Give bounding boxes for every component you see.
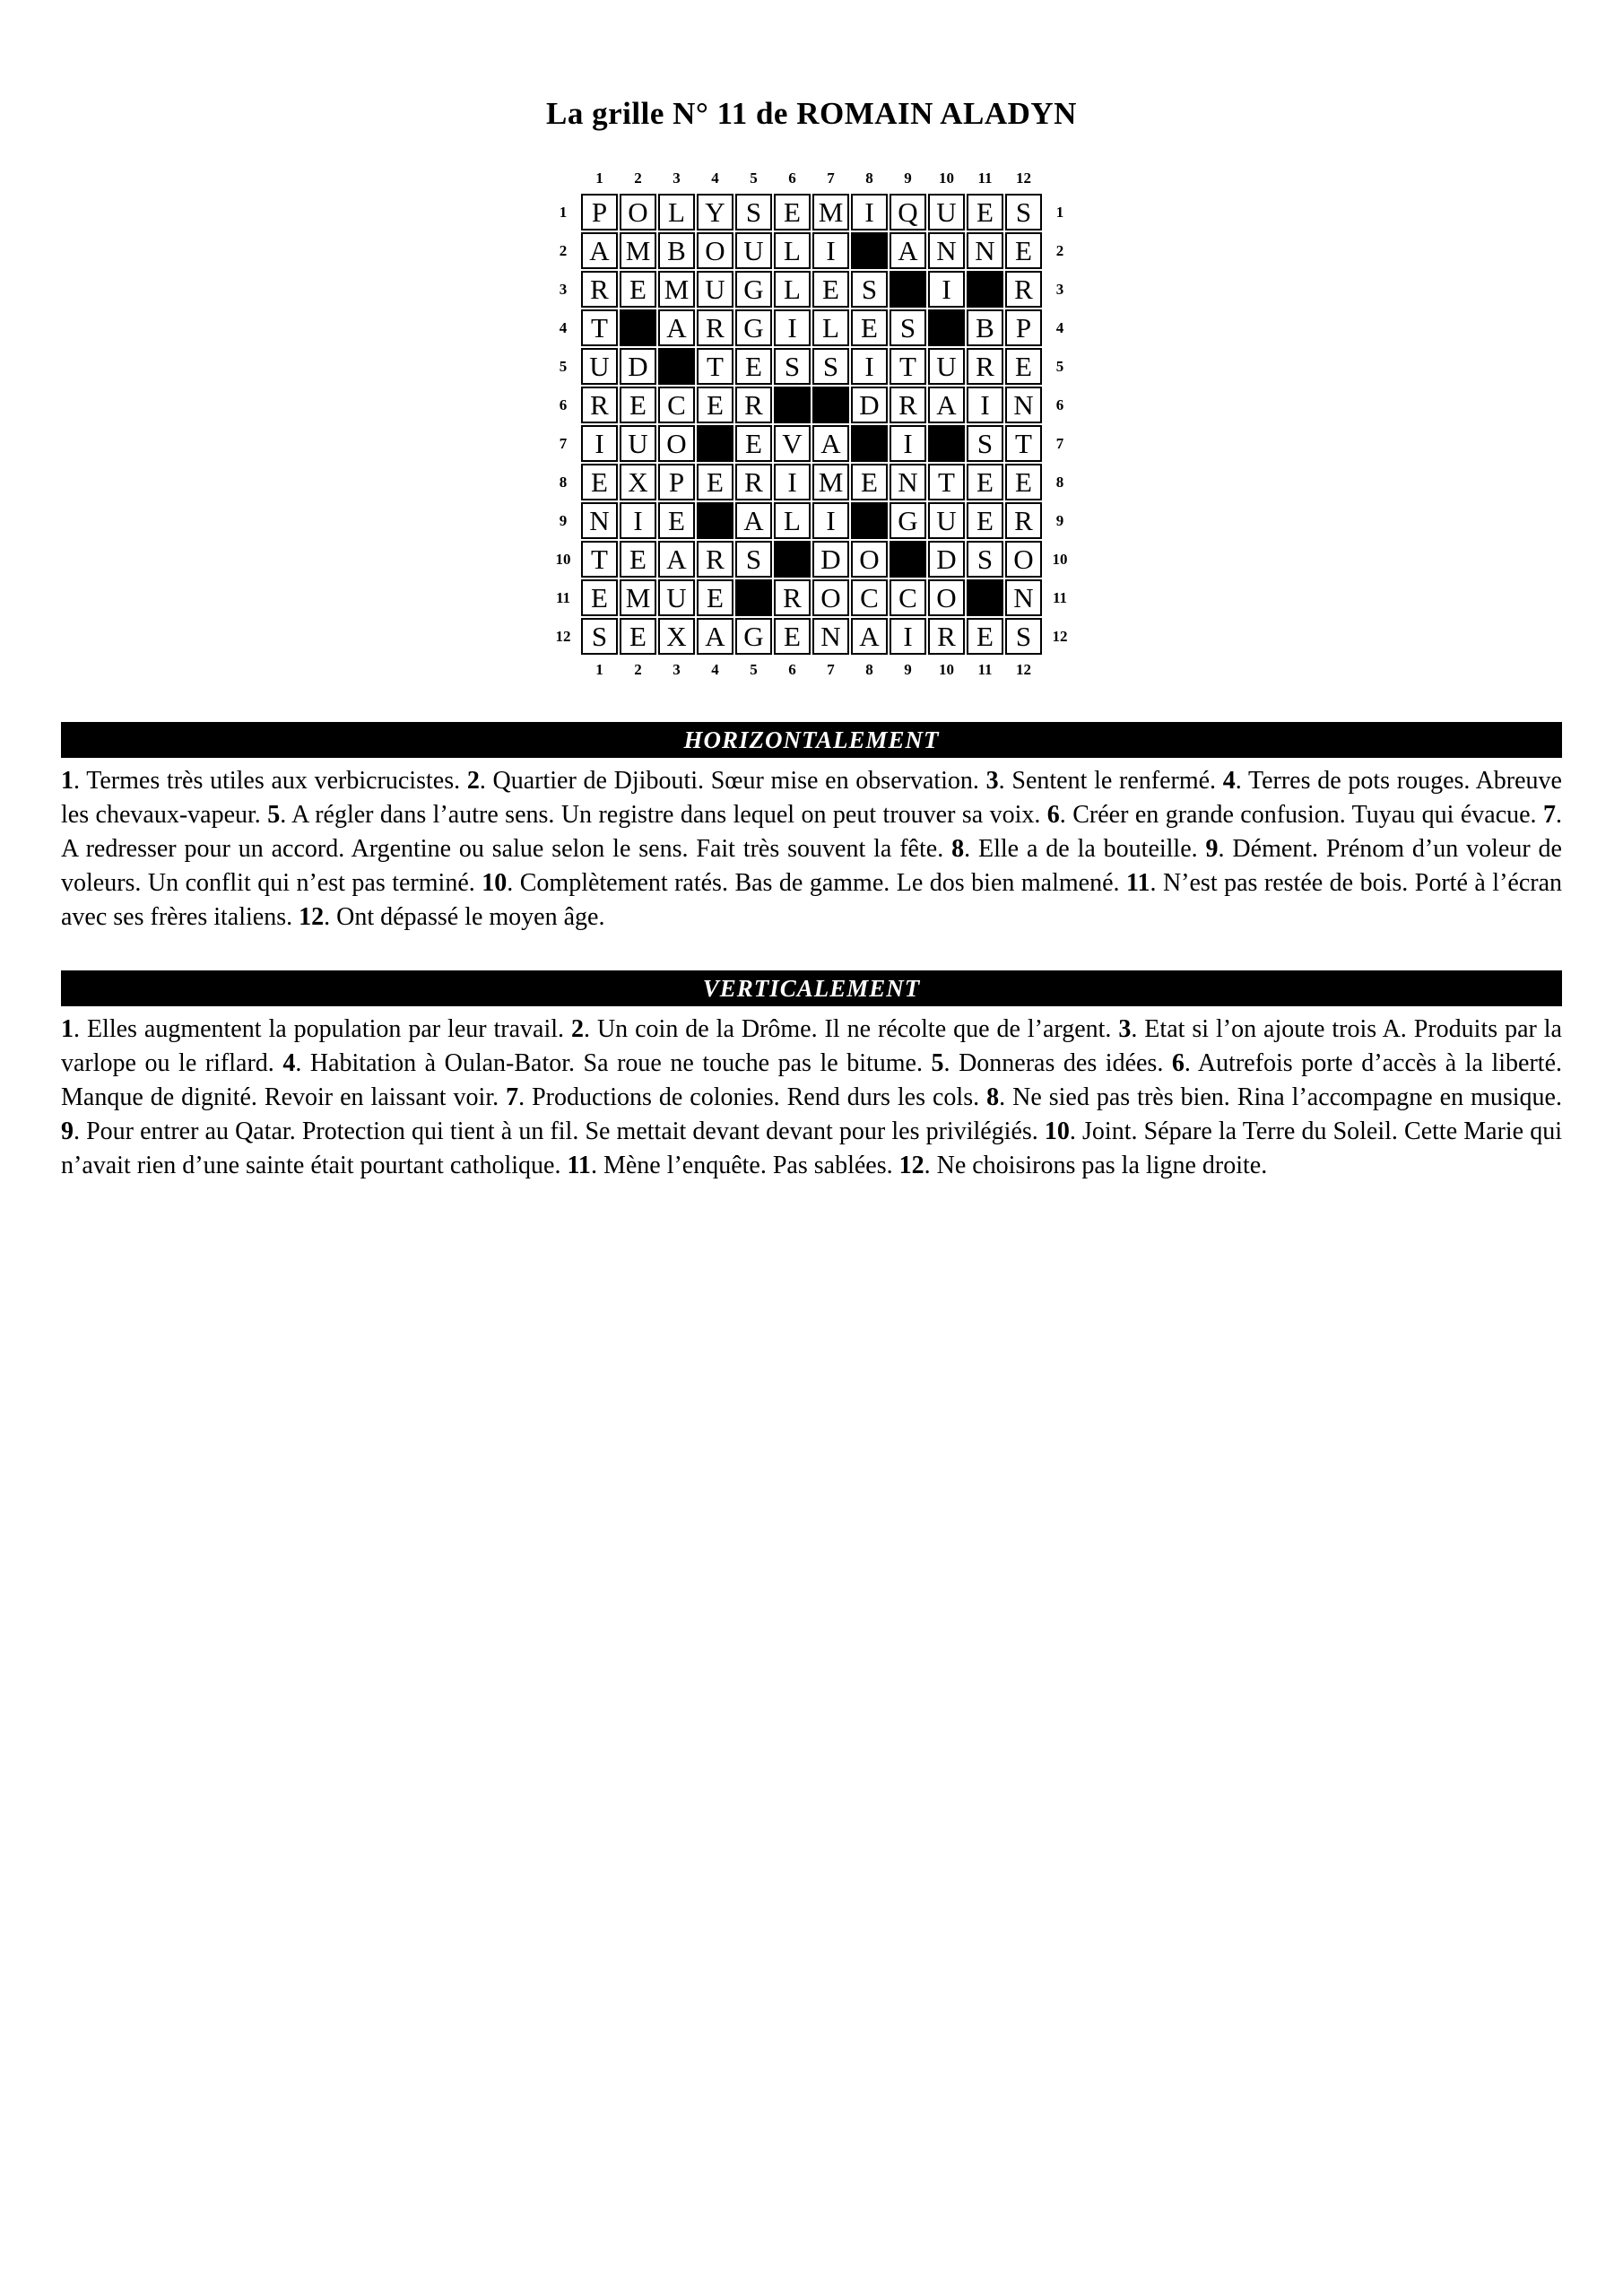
- grid-cell: R: [890, 387, 926, 423]
- crossword-grid: [547, 165, 1076, 683]
- grid-cell: N: [812, 618, 849, 655]
- grid-cell-black: [697, 425, 733, 462]
- grid-cell: E: [735, 425, 772, 462]
- grid-cell: U: [735, 232, 772, 269]
- grid-cell: T: [890, 348, 926, 385]
- grid-cell: O: [1005, 541, 1042, 578]
- grid-cell: I: [967, 387, 1003, 423]
- grid-cell: M: [812, 464, 849, 500]
- grid-cell: R: [697, 541, 733, 578]
- grid-cell: E: [620, 271, 656, 308]
- grid-cell: S: [1005, 618, 1042, 655]
- grid-cell: I: [928, 271, 965, 308]
- grid-row-number: 2: [559, 241, 568, 259]
- clue-number: 9: [1205, 835, 1219, 863]
- grid-cell: C: [658, 387, 695, 423]
- clue-number: 4: [1222, 767, 1236, 795]
- clue-number: 2: [466, 767, 480, 795]
- clue-number: 9: [61, 1118, 74, 1145]
- grid-cell: M: [620, 579, 656, 616]
- grid-row-number: 5: [559, 357, 568, 375]
- grid-cell: Y: [697, 194, 733, 230]
- grid-cell: I: [620, 502, 656, 539]
- grid-cell: E: [967, 502, 1003, 539]
- grid-cell: A: [658, 309, 695, 346]
- grid-cell: S: [1005, 194, 1042, 230]
- grid-cell: U: [697, 271, 733, 308]
- horizontal-section: [61, 722, 1562, 935]
- grid-col-number: 12: [1016, 170, 1031, 187]
- grid-col-number: 9: [904, 661, 912, 678]
- grid-row-number: 6: [1055, 396, 1064, 413]
- grid-cell: S: [812, 348, 849, 385]
- grid-cell: G: [735, 618, 772, 655]
- grid-cell: A: [812, 425, 849, 462]
- grid-cell: N: [581, 502, 618, 539]
- grid-cell: T: [581, 309, 618, 346]
- grid-cell: U: [928, 194, 965, 230]
- grid-cell: S: [581, 618, 618, 655]
- grid-row-number: 5: [1055, 357, 1064, 375]
- grid-cell: P: [1005, 309, 1042, 346]
- grid-cell: C: [890, 579, 926, 616]
- grid-cell-black: [620, 309, 656, 346]
- grid-cell: S: [735, 541, 772, 578]
- grid-row-number: 12: [555, 627, 571, 645]
- grid-col-number: 4: [711, 661, 719, 678]
- horizontal-header: HORIZONTALEMENT: [61, 722, 1562, 758]
- grid-cell: P: [658, 464, 695, 500]
- grid-cell: O: [658, 425, 695, 462]
- grid-cell-black: [928, 425, 965, 462]
- clue-number: 1: [61, 767, 74, 795]
- grid-cell: I: [851, 348, 888, 385]
- grid-cell: T: [581, 541, 618, 578]
- grid-row-number: 9: [559, 511, 568, 529]
- grid-cell: E: [851, 309, 888, 346]
- grid-col-number: 6: [788, 661, 796, 678]
- clue-number: 12: [299, 903, 325, 931]
- grid-col-number: 8: [865, 661, 873, 678]
- grid-cell: N: [1005, 387, 1042, 423]
- grid-cell: I: [851, 194, 888, 230]
- grid-cell: X: [658, 618, 695, 655]
- grid-cell: G: [735, 271, 772, 308]
- grid-cell: S: [967, 541, 1003, 578]
- grid-cell: A: [581, 232, 618, 269]
- grid-cell-black: [890, 271, 926, 308]
- grid-cell: M: [620, 232, 656, 269]
- grid-col-number: 4: [711, 170, 719, 187]
- clue-number: 8: [951, 835, 965, 863]
- grid-cell: R: [581, 387, 618, 423]
- grid-row-number: 12: [1052, 627, 1068, 645]
- grid-cell: M: [658, 271, 695, 308]
- grid-cell: O: [851, 541, 888, 578]
- grid-cell: L: [812, 309, 849, 346]
- grid-cell: U: [581, 348, 618, 385]
- grid-cell: Q: [890, 194, 926, 230]
- grid-cell: L: [658, 194, 695, 230]
- clue-number: 7: [1543, 801, 1556, 829]
- grid-cell: R: [581, 271, 618, 308]
- clue-number: 11: [567, 1152, 591, 1179]
- grid-col-number: 10: [939, 170, 954, 187]
- grid-cell: U: [658, 579, 695, 616]
- grid-cell: E: [1005, 232, 1042, 269]
- grid-cell-black: [658, 348, 695, 385]
- grid-cell: E: [697, 464, 733, 500]
- grid-col-number: 2: [634, 170, 642, 187]
- grid-cell: S: [967, 425, 1003, 462]
- grid-cell: I: [774, 464, 811, 500]
- clue-number: 11: [1125, 869, 1150, 897]
- grid-cell: N: [967, 232, 1003, 269]
- grid-col-number: 3: [673, 170, 681, 187]
- grid-cell: A: [890, 232, 926, 269]
- grid-cell: L: [774, 232, 811, 269]
- grid-col-number: 11: [977, 661, 993, 678]
- grid-cell: E: [620, 541, 656, 578]
- grid-cell: I: [890, 618, 926, 655]
- grid-cell: U: [620, 425, 656, 462]
- clue-number: 4: [282, 1049, 296, 1077]
- grid-row-number: 7: [559, 434, 568, 452]
- grid-cell: E: [581, 579, 618, 616]
- grid-cell-black: [928, 309, 965, 346]
- grid-cell: E: [967, 464, 1003, 500]
- grid-cell-black: [697, 502, 733, 539]
- grid-cell: B: [658, 232, 695, 269]
- grid-row-number: 2: [1055, 241, 1064, 259]
- grid-cell: E: [620, 387, 656, 423]
- grid-cell: T: [697, 348, 733, 385]
- grid-cell: R: [1005, 502, 1042, 539]
- grid-cell: R: [735, 464, 772, 500]
- grid-col-number: 11: [977, 170, 993, 187]
- clue-number: 10: [1044, 1118, 1070, 1145]
- grid-cell: R: [697, 309, 733, 346]
- grid-cell: T: [1005, 425, 1042, 462]
- grid-cell-black: [774, 541, 811, 578]
- grid-row-number: 10: [1052, 550, 1068, 568]
- clue-number: 7: [506, 1083, 519, 1111]
- grid-col-number: 3: [673, 661, 681, 678]
- grid-col-number: 7: [827, 170, 835, 187]
- clue-number: 8: [986, 1083, 1000, 1111]
- grid-col-number: 12: [1016, 661, 1031, 678]
- grid-row-number: 8: [1055, 473, 1064, 491]
- grid-cell: A: [735, 502, 772, 539]
- grid-cell: P: [581, 194, 618, 230]
- grid-cell: D: [928, 541, 965, 578]
- clue-number: 2: [571, 1015, 584, 1043]
- grid-cell: B: [967, 309, 1003, 346]
- grid-cell-black: [851, 425, 888, 462]
- grid-cell: A: [851, 618, 888, 655]
- vertical-section: [61, 970, 1562, 1183]
- vertical-header: VERTICALEMENT: [61, 970, 1562, 1006]
- grid-row-number: 11: [1052, 588, 1068, 606]
- grid-col-number: 6: [788, 170, 796, 187]
- grid-cell: E: [774, 194, 811, 230]
- grid-cell-black: [967, 579, 1003, 616]
- grid-row-number: 10: [555, 550, 571, 568]
- grid-col-number: 10: [939, 661, 954, 678]
- grid-cell: I: [774, 309, 811, 346]
- grid-col-number: 1: [595, 661, 603, 678]
- grid-cell: E: [851, 464, 888, 500]
- grid-cell-black: [735, 579, 772, 616]
- grid-cell: X: [620, 464, 656, 500]
- grid-cell: S: [890, 309, 926, 346]
- grid-cell: O: [697, 232, 733, 269]
- grid-cell: E: [620, 618, 656, 655]
- grid-cell: E: [812, 271, 849, 308]
- grid-cell: E: [967, 618, 1003, 655]
- grid-cell: U: [928, 348, 965, 385]
- grid-cell: E: [581, 464, 618, 500]
- grid-cell: M: [812, 194, 849, 230]
- grid-cell: R: [1005, 271, 1042, 308]
- grid-row-number: 4: [1055, 318, 1064, 336]
- grid-row-number: 8: [559, 473, 568, 491]
- clue-number: 6: [1046, 801, 1060, 829]
- vertical-clues: 1. Elles augmentent la population par leur travail. 2. Un coin de la Drôme. Il ne récolte que de l’argent. 3. Etat si l’on ajoute trois A. Produits par la varlope ou le riflard. 4. Habitation à Oulan-Bator. Sa roue ne touche pas le bitume. 5. Donneras des idées. 6. Autrefois porte d’accès à la liberté. Manque de dignité. Revoir en laissant voir. 7. Productions de colonies. Rend durs les cols. 8. Ne sied pas très bien. Rina l’accompagne en musique. 9. Pour entrer au Qatar. Protection qui tient à un fil. Se mettait devant devant pour les privilégiés. 10. Joint. Sépare la Terre du Soleil. Cette Marie qui n’avait rien d’une sainte était pourtant catholique. 11. Mène l’enquête. Pas sablées. 12. Ne choisirons pas la ligne droite.: [61, 1015, 1563, 1179]
- grid-cell: E: [658, 502, 695, 539]
- grid-cell-black: [890, 541, 926, 578]
- clue-number: 3: [1118, 1015, 1132, 1043]
- grid-row-number: 7: [1055, 434, 1064, 452]
- grid-cell: V: [774, 425, 811, 462]
- grid-cell: O: [812, 579, 849, 616]
- grid-cell: L: [774, 502, 811, 539]
- horizontal-clues: 1. Termes très utiles aux verbicrucistes. 2. Quartier de Djibouti. Sœur mise en observation. 3. Sentent le renfermé. 4. Terres de pots rouges. Abreuve les chevaux-vapeur. 5. A régler dans l’autre sens. Un registre dans lequel on peut trouver sa voix. 6. Créer en grande confusion. Tuyau qui évacue. 7. A redresser pour un accord. Argentine ou salue selon le sens. Fait très souvent la fête. 8. Elle a de la bouteille. 9. Dément. Prénom d’un voleur de voleurs. Un conflit qui n’est pas terminé. 10. Complètement ratés. Bas de gamme. Le dos bien malmené. 11. N’est pas restée de bois. Porté à l’écran avec ses frères italiens. 12. Ont dépassé le moyen âge.: [61, 767, 1562, 931]
- clue-number: 5: [931, 1049, 944, 1077]
- grid-cell: D: [620, 348, 656, 385]
- grid-cell: A: [928, 387, 965, 423]
- grid-cell: S: [735, 194, 772, 230]
- grid-cell: R: [928, 618, 965, 655]
- grid-cell: I: [581, 425, 618, 462]
- grid-cell: R: [967, 348, 1003, 385]
- grid-row-number: 6: [559, 396, 568, 413]
- grid-cell: S: [774, 348, 811, 385]
- grid-col-number: 9: [904, 170, 912, 187]
- clue-number: 5: [267, 801, 281, 829]
- clue-number: 3: [985, 767, 999, 795]
- grid-cell: E: [774, 618, 811, 655]
- grid-cell: A: [658, 541, 695, 578]
- grid-row-number: 1: [559, 203, 568, 221]
- grid-row-number: 9: [1055, 511, 1064, 529]
- grid-cell: N: [928, 232, 965, 269]
- grid-corner: [547, 657, 579, 683]
- grid-col-number: 8: [865, 170, 873, 187]
- grid-cell: G: [735, 309, 772, 346]
- grid-cell: E: [697, 387, 733, 423]
- grid-corner: [1044, 657, 1076, 683]
- grid-cell: U: [928, 502, 965, 539]
- grid-cell-black: [812, 387, 849, 423]
- grid-cell: C: [851, 579, 888, 616]
- grid-row-number: 11: [555, 588, 571, 606]
- grid-cell: D: [812, 541, 849, 578]
- grid-cell-black: [774, 387, 811, 423]
- grid-cell: E: [1005, 464, 1042, 500]
- grid-cell: I: [812, 502, 849, 539]
- grid-corner: [547, 165, 579, 192]
- grid-cell: G: [890, 502, 926, 539]
- grid-col-number: 5: [750, 170, 758, 187]
- grid-cell: N: [890, 464, 926, 500]
- grid-cell: R: [735, 387, 772, 423]
- grid-cell: E: [735, 348, 772, 385]
- grid-cell: L: [774, 271, 811, 308]
- clue-number: 10: [482, 869, 508, 897]
- grid-row-number: 1: [1055, 203, 1064, 221]
- grid-cell: A: [697, 618, 733, 655]
- grid-cell: D: [851, 387, 888, 423]
- grid-cell-black: [851, 502, 888, 539]
- clue-number: 6: [1171, 1049, 1185, 1077]
- grid-col-number: 1: [595, 170, 603, 187]
- grid-cell-black: [851, 232, 888, 269]
- clue-number: 1: [61, 1015, 74, 1043]
- page-title: La grille N° 11 de ROMAIN ALADYN: [546, 96, 1077, 131]
- grid-cell: I: [812, 232, 849, 269]
- grid-cell: E: [967, 194, 1003, 230]
- grid-row-number: 3: [559, 280, 568, 298]
- grid-col-number: 7: [827, 661, 835, 678]
- grid-cell: T: [928, 464, 965, 500]
- clue-number: 12: [898, 1152, 924, 1179]
- grid-cell-black: [967, 271, 1003, 308]
- grid-cell: R: [774, 579, 811, 616]
- grid-cell: O: [928, 579, 965, 616]
- grid-col-number: 5: [750, 661, 758, 678]
- grid-cell: I: [890, 425, 926, 462]
- grid-cell: N: [1005, 579, 1042, 616]
- grid-cell: E: [697, 579, 733, 616]
- grid-row-number: 4: [559, 318, 568, 336]
- grid-cell: S: [851, 271, 888, 308]
- grid-corner: [1044, 165, 1076, 192]
- grid-row-number: 3: [1055, 280, 1064, 298]
- grid-col-number: 2: [634, 661, 642, 678]
- grid-cell: E: [1005, 348, 1042, 385]
- grid-cell: O: [620, 194, 656, 230]
